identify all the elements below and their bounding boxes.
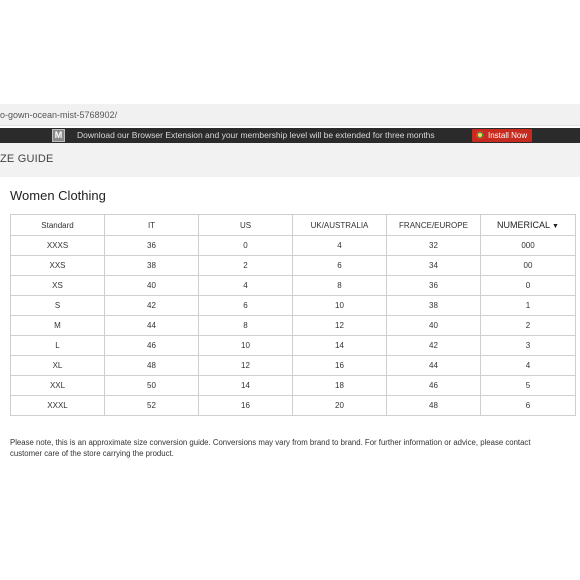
column-header-us: US bbox=[199, 215, 293, 236]
cell-it: 46 bbox=[105, 336, 199, 356]
cell-uk-australia: 4 bbox=[293, 236, 387, 256]
numerical-dropdown[interactable] bbox=[481, 215, 576, 236]
cell-numerical: 2 bbox=[481, 316, 576, 336]
cell-us: 14 bbox=[199, 376, 293, 396]
cell-uk-australia: 6 bbox=[293, 256, 387, 276]
cell-standard: M bbox=[11, 316, 105, 336]
cell-standard: XXL bbox=[11, 376, 105, 396]
address-bar[interactable] bbox=[0, 104, 580, 126]
table-row bbox=[11, 296, 576, 316]
cell-us: 0 bbox=[199, 236, 293, 256]
cell-france-europe: 46 bbox=[387, 376, 481, 396]
cell-uk-australia: 16 bbox=[293, 356, 387, 376]
cell-standard: XXXL bbox=[11, 396, 105, 416]
cell-france-europe: 38 bbox=[387, 296, 481, 316]
table-row bbox=[11, 316, 576, 336]
cell-it: 44 bbox=[105, 316, 199, 336]
promo-text: Download our Browser Extension and your membership level will be extended for three months bbox=[77, 130, 435, 140]
cell-us: 12 bbox=[199, 356, 293, 376]
url-text: o-gown-ocean-mist-5768902/ bbox=[0, 110, 118, 120]
cell-uk-australia: 14 bbox=[293, 336, 387, 356]
table-body bbox=[11, 236, 576, 416]
cell-it: 48 bbox=[105, 356, 199, 376]
cell-us: 10 bbox=[199, 336, 293, 356]
extension-logo-icon: M bbox=[52, 129, 65, 142]
cell-numerical: 00 bbox=[481, 256, 576, 276]
chrome-icon bbox=[476, 131, 484, 139]
cell-france-europe: 48 bbox=[387, 396, 481, 416]
cell-france-europe: 40 bbox=[387, 316, 481, 336]
table-row bbox=[11, 396, 576, 416]
cell-us: 6 bbox=[199, 296, 293, 316]
cell-it: 36 bbox=[105, 236, 199, 256]
install-now-label: Install Now bbox=[488, 131, 528, 140]
install-now-button[interactable] bbox=[472, 129, 532, 142]
size-conversion-table bbox=[10, 214, 576, 416]
size-guide-header bbox=[0, 143, 580, 177]
cell-us: 2 bbox=[199, 256, 293, 276]
table-row bbox=[11, 356, 576, 376]
extension-promo-banner bbox=[0, 128, 580, 143]
column-header-france-europe: FRANCE/EUROPE bbox=[387, 215, 481, 236]
column-header-standard: Standard bbox=[11, 215, 105, 236]
cell-standard: XS bbox=[11, 276, 105, 296]
cell-france-europe: 32 bbox=[387, 236, 481, 256]
cell-france-europe: 42 bbox=[387, 336, 481, 356]
cell-it: 52 bbox=[105, 396, 199, 416]
cell-uk-australia: 10 bbox=[293, 296, 387, 316]
table-row bbox=[11, 376, 576, 396]
table-row bbox=[11, 256, 576, 276]
table-header-row bbox=[11, 215, 576, 236]
cell-us: 8 bbox=[199, 316, 293, 336]
cell-uk-australia: 20 bbox=[293, 396, 387, 416]
cell-us: 4 bbox=[199, 276, 293, 296]
cell-uk-australia: 18 bbox=[293, 376, 387, 396]
cell-france-europe: 34 bbox=[387, 256, 481, 276]
cell-numerical: 3 bbox=[481, 336, 576, 356]
cell-numerical: 1 bbox=[481, 296, 576, 316]
cell-numerical: 0 bbox=[481, 276, 576, 296]
cell-it: 38 bbox=[105, 256, 199, 276]
column-header-it: IT bbox=[105, 215, 199, 236]
cell-standard: XXS bbox=[11, 256, 105, 276]
column-header-uk-australia: UK/AUSTRALIA bbox=[293, 215, 387, 236]
cell-us: 16 bbox=[199, 396, 293, 416]
section-title: Women Clothing bbox=[10, 188, 106, 203]
caret-down-icon: ▼ bbox=[552, 223, 559, 230]
cell-standard: XL bbox=[11, 356, 105, 376]
cell-standard: L bbox=[11, 336, 105, 356]
cell-france-europe: 36 bbox=[387, 276, 481, 296]
cell-numerical: 000 bbox=[481, 236, 576, 256]
cell-numerical: 4 bbox=[481, 356, 576, 376]
table-row bbox=[11, 276, 576, 296]
cell-it: 42 bbox=[105, 296, 199, 316]
cell-it: 40 bbox=[105, 276, 199, 296]
cell-it: 50 bbox=[105, 376, 199, 396]
cell-standard: XXXS bbox=[11, 236, 105, 256]
cell-uk-australia: 8 bbox=[293, 276, 387, 296]
cell-standard: S bbox=[11, 296, 105, 316]
numerical-dropdown-label: NUMERICAL bbox=[497, 220, 551, 230]
table-row bbox=[11, 236, 576, 256]
cell-uk-australia: 12 bbox=[293, 316, 387, 336]
table-row bbox=[11, 336, 576, 356]
cell-numerical: 6 bbox=[481, 396, 576, 416]
size-guide-title: ZE GUIDE bbox=[0, 153, 54, 165]
cell-numerical: 5 bbox=[481, 376, 576, 396]
cell-france-europe: 44 bbox=[387, 356, 481, 376]
size-disclaimer-note: Please note, this is an approximate size conversion guide. Conversions may vary from brand to brand. For further information or advice, please contact customer care of the store carrying the product. bbox=[10, 438, 531, 458]
